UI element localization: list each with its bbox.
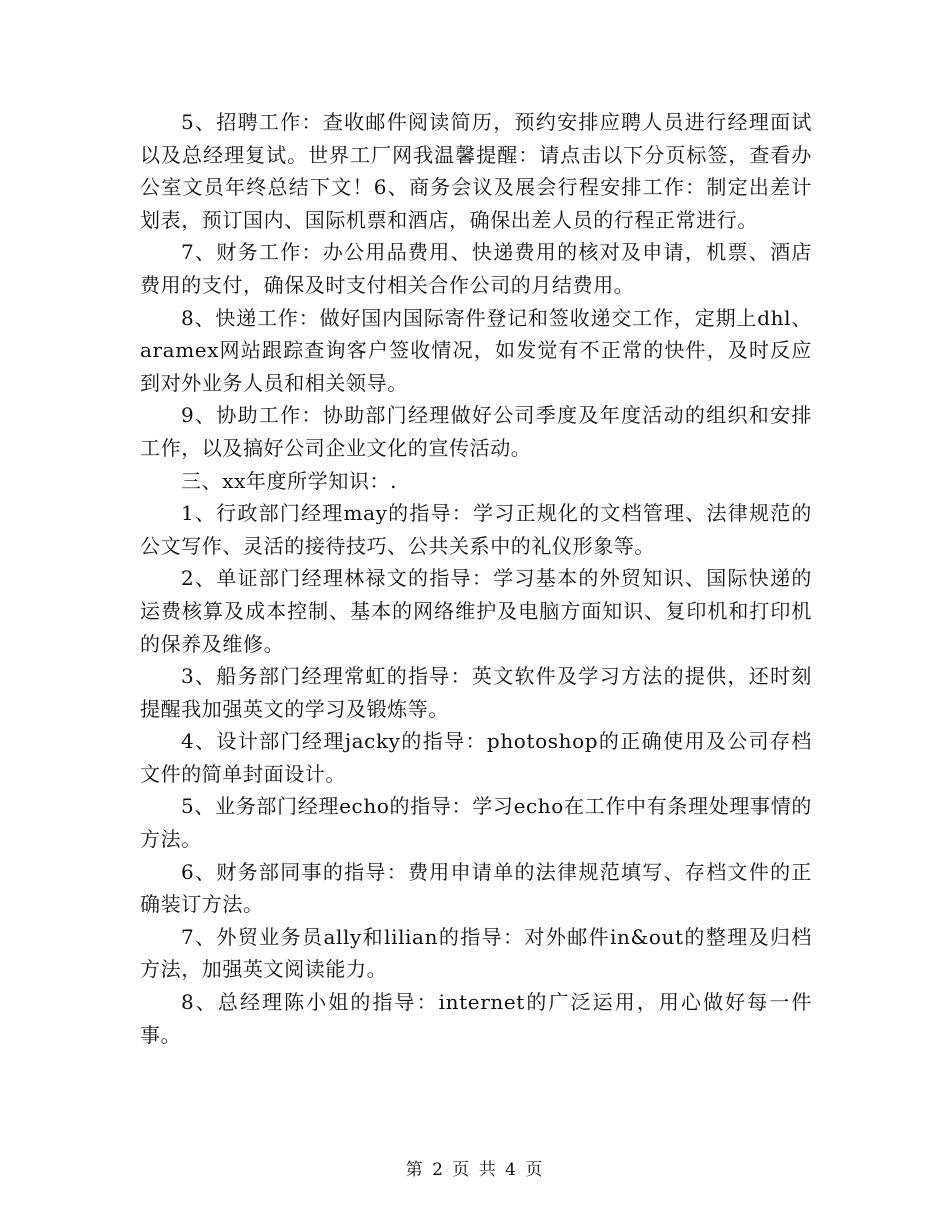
paragraph-express-work: 8、快递工作：做好国内国际寄件登记和签收递交工作，定期上dhl、aramex网站跟踪查询客户签收情况，如发觉有不正常的快件，及时反应到对外业务人员和相关领导。 <box>140 305 812 395</box>
paragraph-shipping-manager: 3、船务部门经理常虹的指导：英文软件及学习方法的提供，还时刻提醒我加强英文的学习及锻炼等。 <box>140 664 812 721</box>
paragraph-trade-staff: 7、外贸业务员ally和lilian的指导：对外邮件in&out的整理及归档方法，加强英文阅读能力。 <box>140 924 812 982</box>
section-heading-knowledge: 三、xx年度所学知识：. <box>181 468 398 493</box>
paragraph-finance-work: 7、财务工作：办公用品费用、快递费用的核对及申请，机票、酒店费用的支付，确保及时支付相关合作公司的月结费用。 <box>140 240 812 297</box>
paragraph-assist-work: 9、协助工作：协助部门经理做好公司季度及年度活动的组织和安排工作，以及搞好公司企业文化的宣传活动。 <box>140 403 812 460</box>
paragraph-general-manager: 8、总经理陈小姐的指导：internet的广泛运用，用心做好每一件事。 <box>140 990 812 1047</box>
page-number-footer: 第 2 页 共 4 页 <box>405 1160 545 1180</box>
paragraph-documents-manager: 2、单证部门经理林禄文的指导：学习基本的外贸知识、国际快递的运费核算及成本控制、基本的网络维护及电脑方面知识、复印机和打印机的保养及维修。 <box>140 566 812 656</box>
paragraph-recruitment: 5、招聘工作：查收邮件阅读简历，预约安排应聘人员进行经理面试以及总经理复试。世界工厂网我温馨提醒：请点击以下分页标签，查看办公室文员年终总结下文！6、商务会议及展会行程安排工作：制定出差计划表，预订国内、国际机票和酒店，确保出差人员的行程正常进行。 <box>140 110 812 232</box>
paragraph-business-manager: 5、业务部门经理echo的指导：学习echo在工作中有条理处理事情的方法。 <box>140 794 812 852</box>
paragraph-finance-colleagues: 6、财务部同事的指导：费用申请单的法律规范填写、存档文件的正确装订方法。 <box>140 859 812 917</box>
paragraph-design-manager: 4、设计部门经理jacky的指导：photoshop的正确使用及公司存档文件的简单封面设计。 <box>140 729 812 786</box>
document-body <box>140 106 812 1051</box>
paragraph-admin-manager: 1、行政部门经理may的指导：学习正规化的文档管理、法律规范的公文写作、灵活的接待技巧、公共关系中的礼仪形象等。 <box>140 501 812 558</box>
